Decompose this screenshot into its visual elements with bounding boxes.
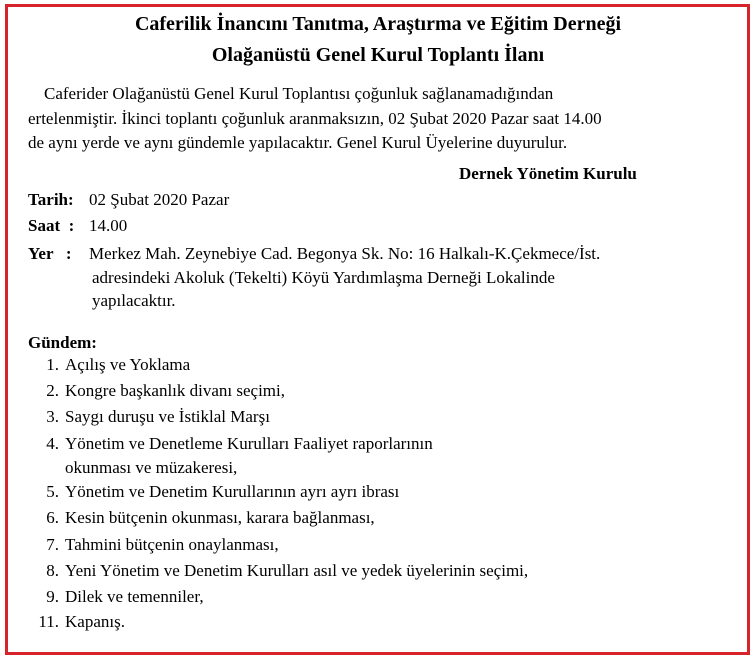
place-line-2: adresindeki Akoluk (Tekelti) Köyü Yardımlaşma Derneği Lokalinde xyxy=(92,268,555,287)
agenda-item-number: 4. xyxy=(46,434,59,453)
agenda-item-text: Dilek ve temenniler, xyxy=(65,587,204,606)
agenda-item-number: 5. xyxy=(46,482,59,501)
agenda-item-number: 3. xyxy=(46,407,59,426)
agenda-item-text: Yeni Yönetim ve Denetim Kurulları asıl ve yedek üyelerinin seçimi, xyxy=(65,561,529,580)
signature: Dernek Yönetim Kurulu xyxy=(459,164,637,183)
agenda-item-number: 6. xyxy=(46,508,59,527)
place-line-3: yapılacaktır. xyxy=(92,291,176,310)
agenda-item-number: 7. xyxy=(46,535,59,554)
agenda-item-number: 1. xyxy=(46,355,59,374)
time-value: 14.00 xyxy=(89,216,128,235)
agenda-item-text: Kongre başkanlık divanı seçimi, xyxy=(65,381,286,400)
agenda-item-text: okunması ve müzakeresi, xyxy=(65,458,238,477)
agenda-item-text: Tahmini bütçenin onaylanması, xyxy=(65,535,279,554)
place-line-1: Merkez Mah. Zeynebiye Cad. Begonya Sk. No: 16 Halkalı-K.Çekmece/İst. xyxy=(89,244,601,263)
agenda-item-number: 11. xyxy=(38,612,59,631)
agenda-item-text: Yönetim ve Denetim Kurullarının ayrı ayrı ibrası xyxy=(65,482,400,501)
agenda-item-text: Yönetim ve Denetleme Kurulları Faaliyet raporlarının xyxy=(65,434,433,453)
agenda-item-number: 8. xyxy=(46,561,59,580)
agenda-item-number: 2. xyxy=(46,381,59,400)
notice-title-line1: Caferilik İnancını Tanıtma, Araştırma ve Eğitim Derneği xyxy=(134,13,622,35)
agenda-item-text: Açılış ve Yoklama xyxy=(65,355,191,374)
place-label: Yer : xyxy=(28,244,72,263)
intro-line-3: de aynı yerde ve aynı gündemle yapılacaktır. Genel Kurul Üyelerine duyurulur. xyxy=(28,133,568,152)
time-label: Saat : xyxy=(28,216,75,235)
agenda-item-text: Kesin bütçenin okunması, karara bağlanması, xyxy=(65,508,375,527)
notice-title-line2: Olağanüstü Genel Kurul Toplantı İlanı xyxy=(211,44,545,66)
date-label: Tarih: xyxy=(28,190,74,209)
intro-line-2: ertelenmiştir. İkinci toplantı çoğunluk aranmaksızın, 02 Şubat 2020 Pazar saat 14.00 xyxy=(28,109,602,128)
agenda-item-text: Saygı duruşu ve İstiklal Marşı xyxy=(65,407,270,426)
intro-line-1: Caferider Olağanüstü Genel Kurul Toplantısı çoğunluk sağlanamadığından xyxy=(44,84,554,103)
agenda-label: Gündem: xyxy=(28,333,97,352)
date-value: 02 Şubat 2020 Pazar xyxy=(89,190,230,209)
agenda-item-number: 9. xyxy=(46,587,59,606)
agenda-item-text: Kapanış. xyxy=(65,612,125,631)
